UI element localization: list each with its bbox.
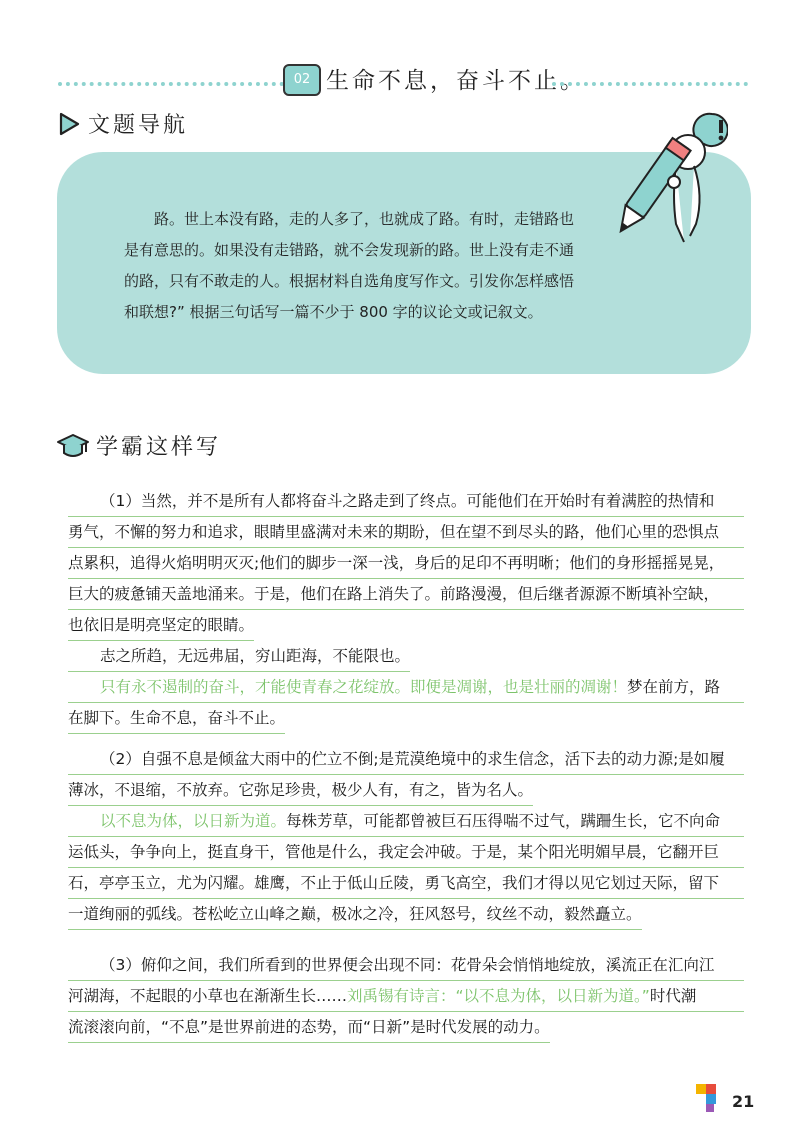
- essay-line: [68, 672, 744, 703]
- graduation-cap-icon: [56, 432, 90, 460]
- highlight-quote: 以不息为体，以日新为道。: [100, 812, 287, 830]
- essay-line: 运低头，争争向上，挺直身干，管他是什么，我定会冲破。于是，某个阳光明媚早晨，它翻开巨: [68, 837, 744, 868]
- essay-text: 时代潮: [649, 987, 697, 1005]
- essay-line: 点累积，追得火焰明明灭灭;他们的脚步一深一浅，身后的足印不再明晰；他们的身形摇摇晃晃，: [68, 548, 744, 579]
- publisher-logo-icon: [694, 1082, 722, 1114]
- header-dots-left: [58, 82, 284, 86]
- mascot-pencil-illustration: [608, 104, 728, 254]
- essay-text: 每株芳草，可能都曾被巨石压得喘不过气，蹒跚生长，它不向命: [286, 812, 721, 830]
- essay-line: 石，亭亭玉立，尤为闪耀。雄鹰，不止于低山丘陵，勇飞高空，我们才得以见它划过天际，留下: [68, 868, 744, 899]
- page-title: 生命不息，奋斗不止。: [326, 68, 586, 94]
- essay-line: （3）俯仰之间，我们所看到的世界便会出现不同：花骨朵会悄悄地绽放，溪流正在汇向江: [68, 950, 744, 981]
- essay-paragraph-1: [68, 486, 744, 734]
- essay-line: 勇气，不懈的努力和追求，眼睛里盛满对未来的期盼，但在望不到尽头的路，他们心里的恐惧点: [68, 517, 744, 548]
- essay-text: 河湖海，不起眼的小草也在渐渐生长……: [68, 987, 348, 1005]
- essay-line: 薄冰，不退缩，不放弃。它弥足珍贵，极少人有，有之，皆为名人。: [68, 775, 533, 806]
- essay-line: 也依旧是明亮坚定的眼睛。: [68, 610, 254, 641]
- section-topic-title: 文题导航: [88, 113, 189, 138]
- topic-line: 和联想?” 根据三句话写一篇不少于 800 字的议论文或记叙文。: [124, 303, 543, 321]
- highlight-quote: 刘禹锡有诗言：“以不息为体，以日新为道。”: [347, 987, 650, 1005]
- essay-paragraph-2: [68, 744, 744, 930]
- essay-line: 流滚滚向前，“不息”是世界前进的态势，而“日新”是时代发展的动力。: [68, 1012, 550, 1043]
- header-dots-right: [552, 82, 748, 86]
- essay-line: （2）自强不息是倾盆大雨中的伫立不倒;是荒漠绝境中的求生信念，活下去的动力源;是如履: [68, 744, 744, 775]
- essay-line: [68, 806, 744, 837]
- essay-text: 梦在前方，路: [627, 678, 721, 696]
- essay-line: （1）当然，并不是所有人都将奋斗之路走到了终点。可能他们在开始时有着满腔的热情和: [68, 486, 744, 517]
- section-sample-heading: [56, 430, 221, 461]
- chapter-badge: 02: [283, 64, 321, 96]
- topic-line: 路。世上本没有路，走的人多了，也就成了路。有时，走错路也: [154, 210, 575, 228]
- section-topic-heading: [56, 108, 188, 139]
- essay-line: 志之所趋，无远弗届，穷山距海，不能限也。: [68, 641, 410, 672]
- topic-line: 是有意思的。如果没有走错路，就不会发现新的路。世上没有走不通: [124, 241, 575, 259]
- page-number: 21: [732, 1092, 755, 1111]
- play-icon: [56, 111, 82, 137]
- topic-text: [124, 204, 594, 328]
- essay-line: 巨大的疲惫铺天盖地涌来。于是，他们在路上消失了。前路漫漫，但后继者源源不断填补空缺，: [68, 579, 744, 610]
- highlight-quote: 只有永不遏制的奋斗，才能使青春之花绽放。即便是凋谢，也是壮丽的凋谢！: [100, 678, 628, 696]
- topic-line: 的路，只有不敢走的人。根据材料自选角度写作文。引发你怎样感悟: [124, 272, 575, 290]
- essay-line: 一道绚丽的弧线。苍松屹立山峰之巅，极冰之冷，狂风怒号，纹丝不动，毅然矗立。: [68, 899, 642, 930]
- essay-line: 在脚下。生命不息，奋斗不止。: [68, 703, 285, 734]
- section-sample-title: 学霸这样写: [96, 435, 222, 460]
- essay-paragraph-3: [68, 950, 744, 1043]
- essay-line: [68, 981, 744, 1012]
